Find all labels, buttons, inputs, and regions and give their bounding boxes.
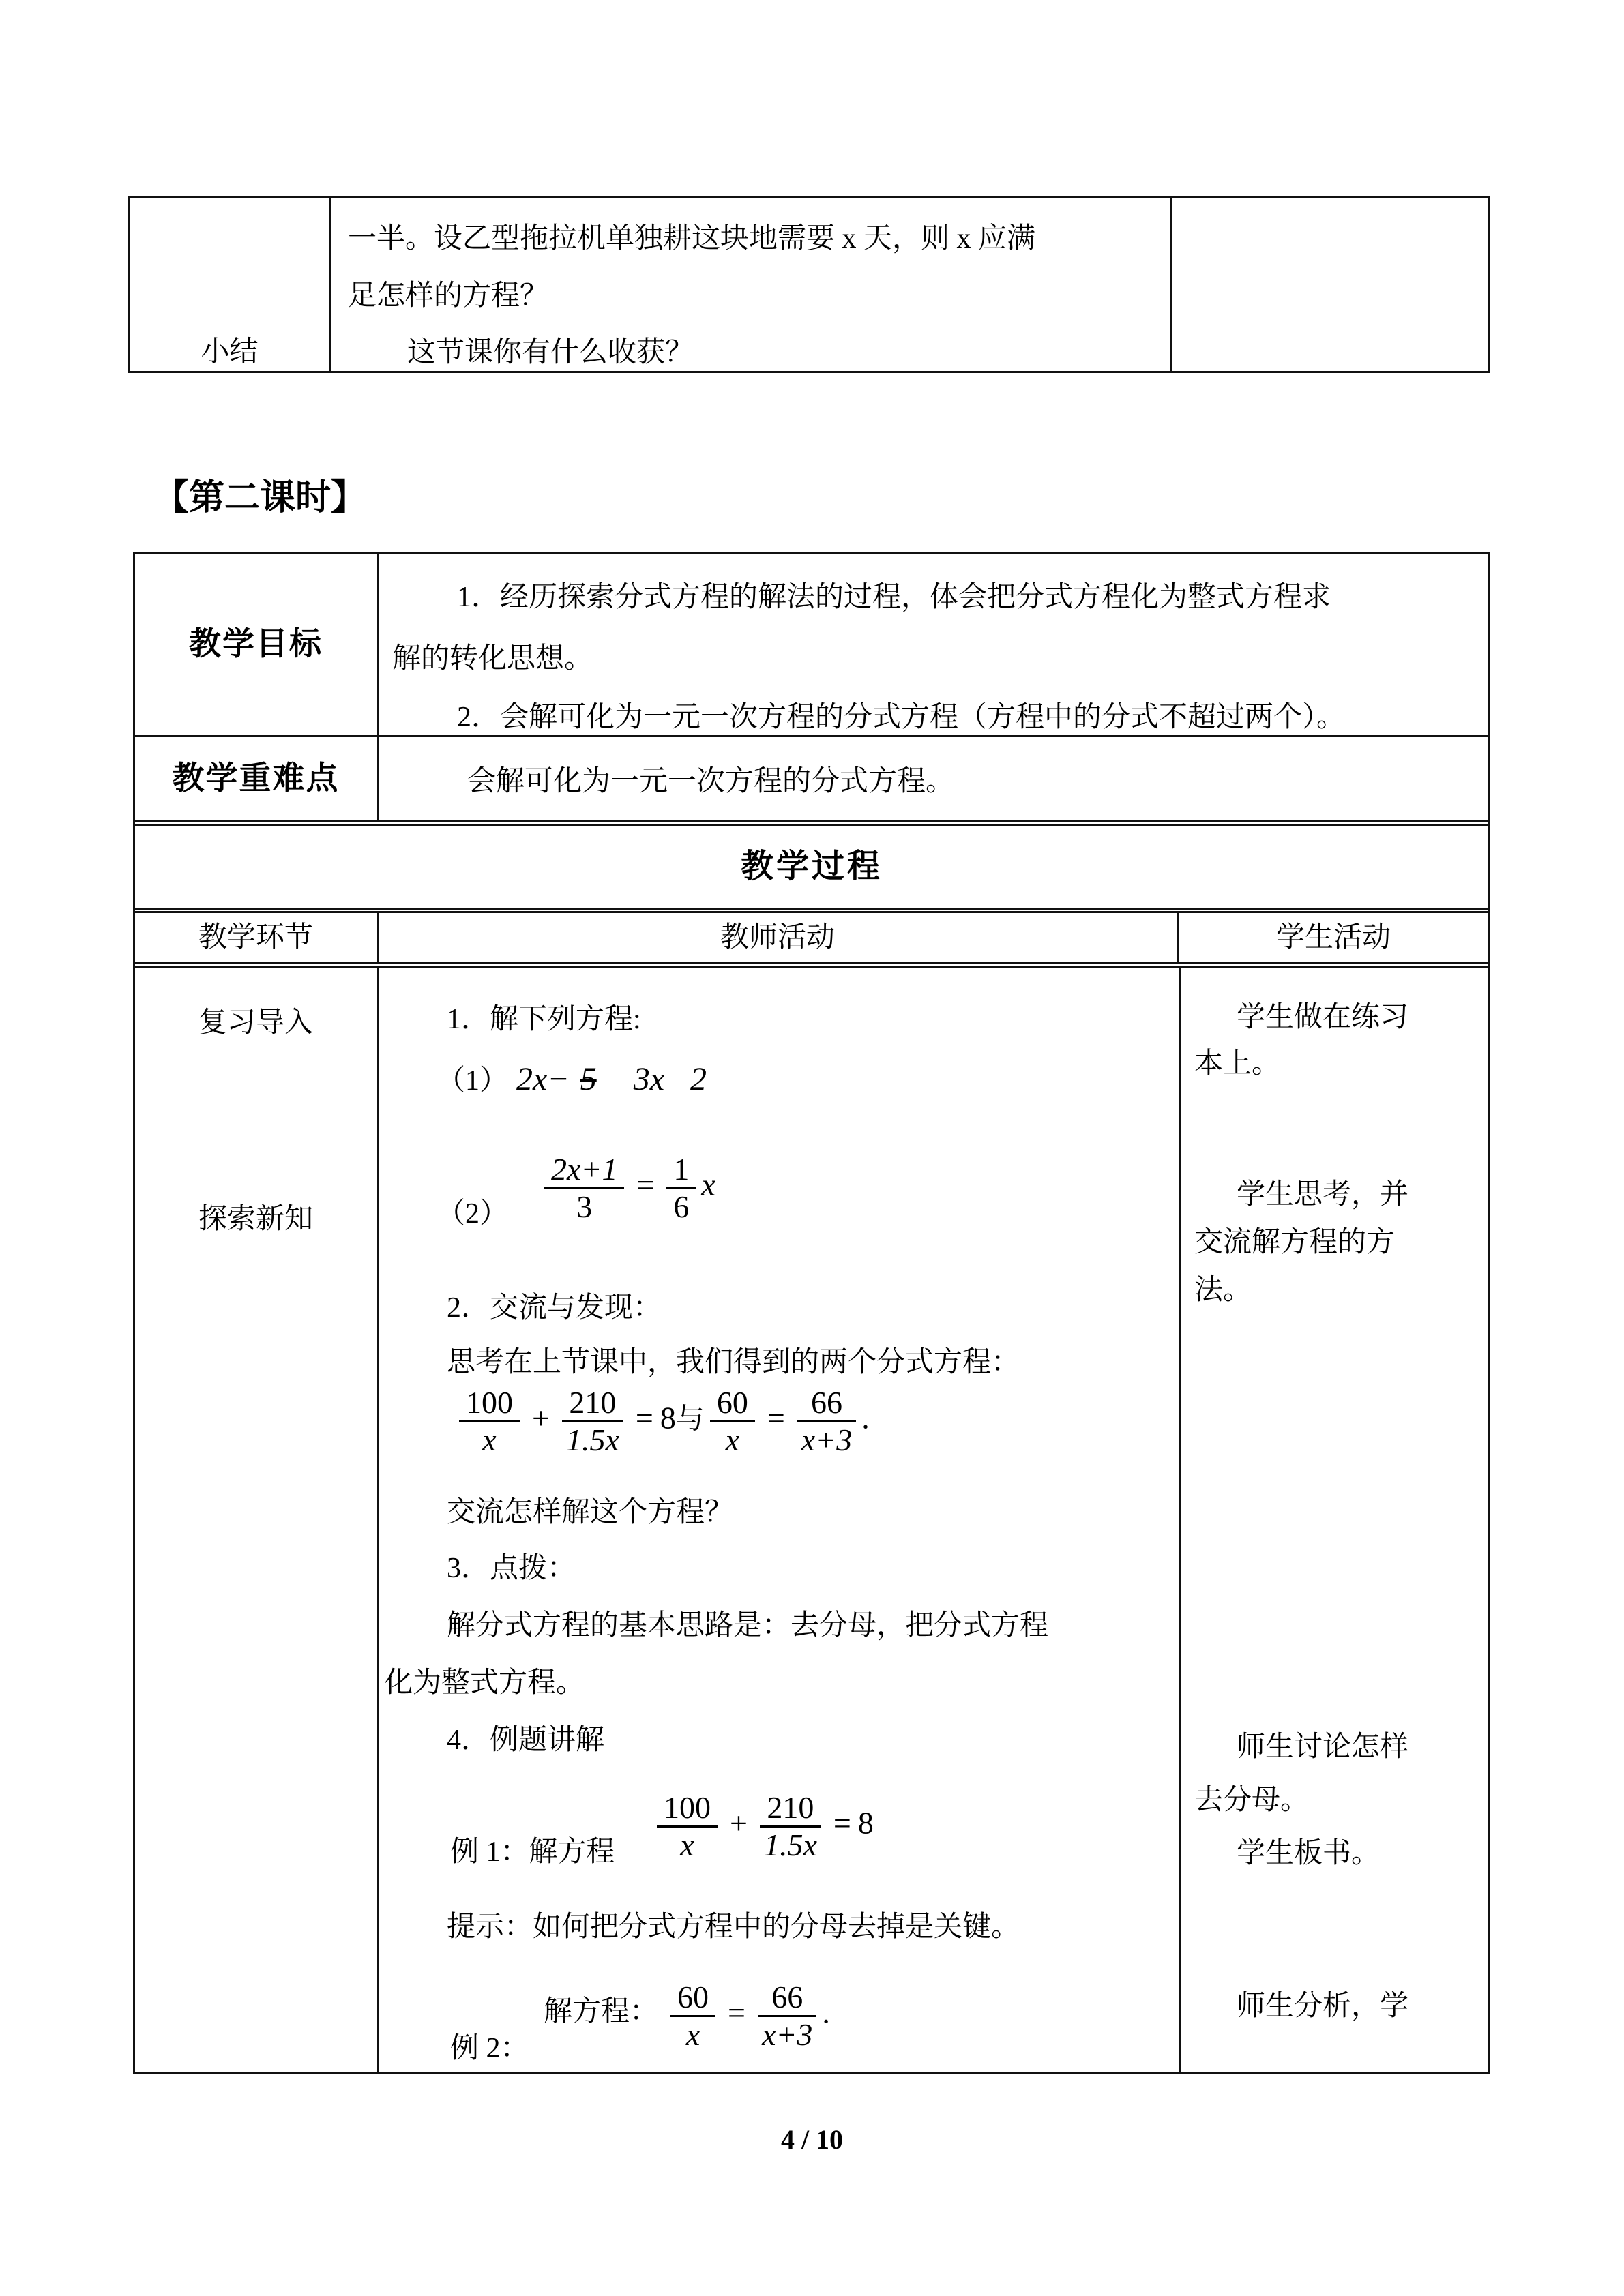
eq2-variable: x bbox=[701, 1167, 715, 1202]
ex1-denominator-1: x bbox=[680, 1827, 694, 1862]
teacher-cell bbox=[379, 968, 1179, 2072]
content-row bbox=[135, 962, 1488, 2072]
goal-line-3: 2．会解可化为一元一次方程的分式方程（方程中的分式不超过两个）。 bbox=[457, 702, 1346, 733]
eq3-numerator-4: 66 bbox=[797, 1385, 856, 1422]
eq2-denominator-1: 3 bbox=[576, 1189, 593, 1224]
example-2 bbox=[379, 1969, 1179, 2071]
teacher-line-4: 交流怎样解这个方程？ bbox=[447, 1497, 734, 1528]
ex2-denominator-2: x+3 bbox=[761, 2016, 813, 2052]
student-line-1: 学生做在练习 bbox=[1237, 1002, 1409, 1033]
student-line-8: 学生板书。 bbox=[1237, 1838, 1381, 1869]
stage-review: 复习导入 bbox=[198, 1007, 313, 1039]
goal-line-2: 解的转化思想。 bbox=[392, 643, 593, 674]
equation-1-struck-term: 5 bbox=[580, 1061, 597, 1097]
student-line-4: 交流解方程的方 bbox=[1194, 1227, 1396, 1258]
ex2-period: . bbox=[822, 1995, 830, 2030]
teacher-line-7: 化为整式方程。 bbox=[384, 1667, 585, 1699]
equation-2-label: （2） bbox=[437, 1198, 509, 1229]
equation-2-math bbox=[539, 1152, 715, 1224]
stage-cell bbox=[135, 968, 379, 2072]
example-2-prefix: 解方程： bbox=[544, 1996, 659, 2027]
key-row bbox=[135, 735, 1488, 820]
key-text-cell bbox=[379, 737, 1488, 820]
student-line-7: 去分母。 bbox=[1194, 1785, 1310, 1816]
question-line-1: 一半。设乙型拖拉机单独耕这块地需要 x 天，则 x 应满 bbox=[348, 223, 1036, 254]
equation-1-term-b: 3x bbox=[633, 1061, 665, 1097]
ex1-numerator-1: 100 bbox=[657, 1790, 718, 1828]
lesson-table bbox=[133, 552, 1490, 2074]
example-2-math bbox=[665, 1980, 830, 2052]
process-title: 教学过程 bbox=[740, 848, 883, 884]
example-1 bbox=[379, 1780, 1179, 1876]
teacher-line-5: 3．点拨： bbox=[447, 1553, 576, 1584]
question-line-2: 足怎样的方程？ bbox=[348, 280, 549, 312]
goal-line-1: 1．经历探索分式方程的解法的过程，体会把分式方程化为整式方程求 bbox=[457, 582, 1331, 613]
col-header-stage: 教学环节 bbox=[135, 913, 379, 962]
eq2-equals: = bbox=[636, 1167, 655, 1202]
equation-3 bbox=[454, 1385, 870, 1457]
eq3-denominator-2: 1.5x bbox=[565, 1422, 619, 1457]
student-line-6: 师生讨论怎样 bbox=[1237, 1731, 1409, 1763]
ex1-denominator-2: 1.5x bbox=[763, 1827, 817, 1862]
teacher-line-2: 2．交流与发现： bbox=[447, 1292, 662, 1324]
goal-label-cell: 教学目标 bbox=[135, 554, 379, 735]
process-title-row bbox=[135, 820, 1488, 908]
ex1-equals: = bbox=[833, 1805, 851, 1840]
stage-explore: 探索新知 bbox=[198, 1204, 313, 1235]
eq2-numerator-1: 2x+1 bbox=[544, 1152, 624, 1189]
summary-label-cell bbox=[130, 198, 331, 371]
example-1-math bbox=[651, 1790, 874, 1862]
eq3-denominator-4: x+3 bbox=[801, 1422, 853, 1457]
eq3-denominator-1: x bbox=[482, 1422, 497, 1457]
col-header-student: 学生活动 bbox=[1275, 922, 1391, 953]
goal-text-cell bbox=[379, 554, 1488, 735]
example-2-label: 例 2： bbox=[450, 2033, 529, 2064]
teacher-line-1: 1．解下列方程: bbox=[447, 1004, 641, 1035]
eq3-equals-2: = bbox=[767, 1400, 785, 1435]
student-line-9: 师生分析，学 bbox=[1237, 1991, 1409, 2022]
equation-1-term-c: 2 bbox=[690, 1061, 707, 1097]
eq3-conjunction: 与 bbox=[675, 1403, 705, 1435]
summary-table bbox=[128, 196, 1490, 373]
summary-label: 小结 bbox=[201, 336, 259, 368]
eq3-denominator-3: x bbox=[725, 1422, 740, 1457]
section-heading: 【第二课时】 bbox=[153, 479, 367, 518]
eq3-numerator-1: 100 bbox=[459, 1385, 520, 1422]
ex1-value-8: 8 bbox=[857, 1805, 874, 1840]
teacher-line-6: 解分式方程的基本思路是：去分母，把分式方程 bbox=[447, 1610, 1049, 1641]
equation-1-term-a: 2x− bbox=[516, 1061, 570, 1097]
ex2-denominator-1: x bbox=[685, 2016, 700, 2052]
ex2-numerator-1: 60 bbox=[670, 1980, 715, 2017]
question-line-3: 这节课你有什么收获？ bbox=[407, 337, 694, 368]
eq3-numerator-3: 60 bbox=[710, 1385, 755, 1422]
eq2-numerator-2: 1 bbox=[666, 1152, 696, 1189]
ex2-numerator-2: 66 bbox=[758, 1980, 816, 2017]
teacher-line-3: 思考在上节课中，我们得到的两个分式方程： bbox=[447, 1347, 1020, 1378]
eq3-plus: + bbox=[532, 1400, 550, 1435]
student-line-3: 学生思考，并 bbox=[1237, 1179, 1409, 1210]
ex1-plus: + bbox=[730, 1805, 748, 1840]
eq2-denominator-2: 6 bbox=[673, 1189, 690, 1224]
eq3-equals-1: = bbox=[635, 1400, 653, 1435]
student-line-5: 法。 bbox=[1194, 1274, 1252, 1306]
teacher-line-8: 4．例题讲解 bbox=[447, 1725, 605, 1756]
teacher-line-9: 提示：如何把分式方程中的分母去掉是关键。 bbox=[447, 1911, 1020, 1943]
eq3-numerator-2: 210 bbox=[562, 1385, 623, 1422]
ex2-equals: = bbox=[728, 1995, 745, 2030]
student-cell bbox=[1179, 968, 1488, 2072]
col-header-teacher: 教师活动 bbox=[379, 913, 1179, 962]
equation-1-label: （1） bbox=[437, 1065, 509, 1097]
column-header-row bbox=[135, 908, 1488, 962]
summary-empty-cell bbox=[1170, 198, 1488, 371]
ex1-numerator-2: 210 bbox=[760, 1790, 821, 1828]
page-number: 4 / 10 bbox=[780, 2124, 844, 2155]
student-line-2: 本上。 bbox=[1194, 1048, 1281, 1079]
eq3-value-8: 8 bbox=[660, 1400, 676, 1435]
eq3-period: . bbox=[861, 1400, 870, 1435]
key-label-cell: 教学重难点 bbox=[135, 737, 379, 820]
goal-row bbox=[135, 554, 1488, 735]
summary-question-cell bbox=[331, 198, 1170, 371]
key-text: 会解可化为一元一次方程的分式方程。 bbox=[467, 766, 955, 797]
equation-1 bbox=[437, 1063, 707, 1096]
example-1-label: 例 1：解方程 bbox=[450, 1836, 615, 1868]
